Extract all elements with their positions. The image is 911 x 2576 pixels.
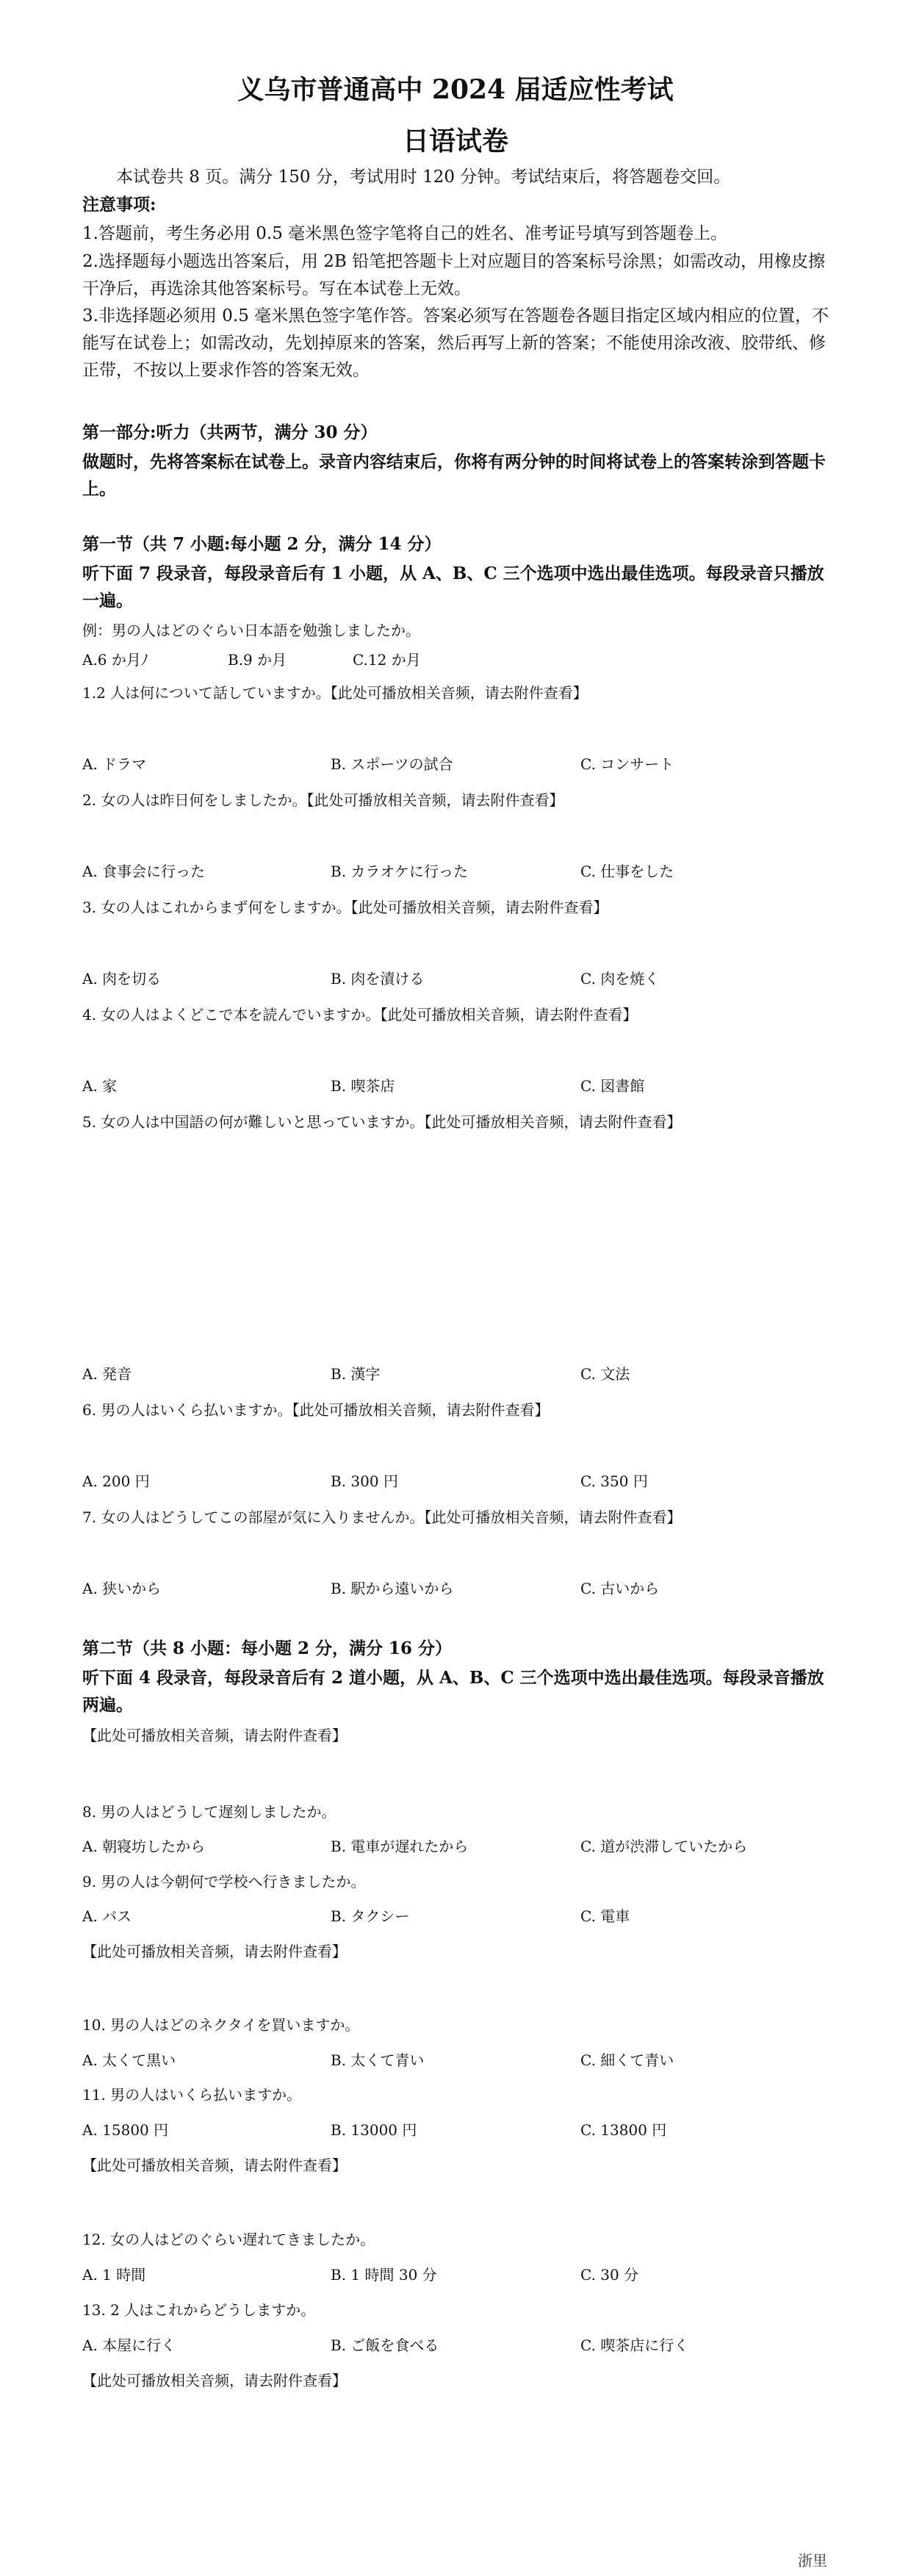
notice-heading: 注意事项:: [82, 195, 156, 215]
section2-instruction: 听下面 4 段录音，每段录音后有 2 道小题，从 A、B、C 三个选项中选出最佳选项。每段录音播放两遍。: [82, 1668, 824, 1715]
q4-option-c: C. 図書館: [580, 1077, 645, 1095]
exam-title: 义乌市普通高中 2024 届适应性考试: [237, 74, 674, 105]
q8-option-a: A. 朝寝坊したから: [82, 1838, 206, 1855]
audio-note-group-3: 【此处可播放相关音频，请去附件查看】: [82, 2156, 347, 2174]
q5-option-b: B. 漢字: [331, 1365, 381, 1383]
q2-option-a: A. 食事会に行った: [82, 863, 206, 880]
q2-option-b: B. カラオケに行った: [331, 863, 469, 880]
q7-option-c: C. 古いから: [580, 1580, 660, 1597]
q13-option-a: A. 本屋に行く: [82, 2336, 176, 2354]
question-4: 4. 女の人はよくどこで本を読んでいますか。【此处可播放相关音频，请去附件查看】: [82, 1006, 638, 1023]
q3-option-b: B. 肉を漬ける: [331, 970, 425, 987]
footer-corner-text: 浙里: [798, 2552, 827, 2569]
section2-heading: 第二节（共 8 小题：每小题 2 分，满分 16 分）: [82, 1638, 453, 1658]
q12-option-a: A. 1 時間: [82, 2266, 146, 2284]
q5-option-c: C. 文法: [580, 1365, 630, 1383]
q6-option-c: C. 350 円: [580, 1472, 648, 1490]
q10-option-c: C. 細くて青い: [580, 2051, 674, 2069]
part1-heading: 第一部分:听力（共两节，满分 30 分）: [82, 422, 378, 442]
question-12: 12. 女の人はどのぐらい遅れてきましたか。: [82, 2231, 375, 2248]
question-6: 6. 男の人はいくら払いますか。【此处可播放相关音频，请去附件查看】: [82, 1401, 550, 1419]
q9-option-a: A. バス: [82, 1907, 132, 1925]
q9-option-b: B. タクシー: [331, 1907, 410, 1925]
part1-instruction: 做题时，先将答案标在试卷上。录音内容结束后，你将有两分钟的时间将试卷上的答案转涂到答题卡上。: [82, 452, 826, 499]
q5-option-a: A. 発音: [82, 1365, 132, 1383]
q13-option-b: B. ご飯を食べる: [331, 2336, 439, 2354]
q7-option-b: B. 駅から遠いから: [331, 1580, 454, 1597]
audio-note-group-1: 【此处可播放相关音频，请去附件查看】: [82, 1727, 347, 1744]
q1-option-c: C. コンサート: [580, 755, 674, 773]
question-3: 3. 女の人はこれからまず何をしますか。【此处可播放相关音频，请去附件查看】: [82, 899, 608, 916]
question-2: 2. 女の人は昨日何をしましたか。【此处可播放相关音频，请去附件查看】: [82, 791, 564, 809]
q10-option-a: A. 太くて黒い: [82, 2051, 176, 2069]
q10-option-b: B. 太くて青い: [331, 2051, 425, 2069]
q11-option-c: C. 13800 円: [580, 2121, 667, 2139]
q6-option-a: A. 200 円: [82, 1472, 150, 1490]
q1-option-b: B. スポーツの試合: [331, 755, 453, 773]
example-option-c: C.12 か月: [353, 651, 421, 669]
q13-option-c: C. 喫茶店に行く: [580, 2336, 689, 2354]
exam-intro: 本试卷共 8 页。满分 150 分，考试用时 120 分钟。考试结束后，将答题卷交回。: [116, 168, 731, 187]
example-option-a: A.6 か月ﾉ: [82, 651, 148, 669]
question-1: 1.2 人は何について話していますか。【此处可播放相关音频，请去附件查看】: [82, 684, 588, 702]
q3-option-a: A. 肉を切る: [82, 970, 162, 987]
exam-subtitle: 日语试卷: [402, 126, 508, 156]
example-question: 例：男の人はどのぐらい日本語を勉強しましたか。: [82, 622, 420, 639]
q6-option-b: B. 300 円: [331, 1472, 398, 1490]
question-5: 5. 女の人は中国語の何が難しいと思っていますか。【此处可播放相关音频，请去附件查看】: [82, 1113, 682, 1131]
q12-option-c: C. 30 分: [580, 2266, 639, 2284]
q12-option-b: B. 1 時間 30 分: [331, 2266, 437, 2284]
audio-note-group-4: 【此处可播放相关音频，请去附件查看】: [82, 2372, 347, 2389]
q1-option-a: A. ドラマ: [82, 755, 147, 773]
q9-option-c: C. 電車: [580, 1907, 630, 1925]
section1-heading: 第一节（共 7 小题:每小题 2 分，满分 14 分）: [82, 534, 442, 554]
q11-option-a: A. 15800 円: [82, 2121, 169, 2139]
q4-option-a: A. 家: [82, 1077, 118, 1095]
notice-item-2: 2.选择题每小题选出答案后，用 2B 铅笔把答题卡上对应题目的答案标号涂黑；如需改动，用橡皮擦干净后，再选涂其他答案标号。写在本试卷上无效。: [82, 252, 826, 298]
q11-option-b: B. 13000 円: [331, 2121, 417, 2139]
q2-option-c: C. 仕事をした: [580, 863, 674, 880]
notice-item-3: 3.非选择题必须用 0.5 毫米黑色签字笔作答。答案必须写在答题卷各题目指定区域内相应的位置，不能写在试卷上；如需改动，先划掉原来的答案，然后再写上新的答案；不能使用涂改液、胶带纸、修正带，不按以上要求作答的答案无效。: [82, 306, 829, 380]
notice-item-1: 1.答题前，考生务必用 0.5 毫米黑色签字笔将自己的姓名、准考证号填写到答题卷上。: [82, 224, 728, 243]
question-11: 11. 男の人はいくら払いますか。: [82, 2086, 302, 2104]
q8-option-c: C. 道が渋滞していたから: [580, 1838, 748, 1855]
q4-option-b: B. 喫茶店: [331, 1077, 395, 1095]
question-13: 13. 2 人はこれからどうしますか。: [82, 2301, 316, 2319]
example-option-b: B.9 か月: [228, 651, 287, 669]
question-7: 7. 女の人はどうしてこの部屋が気に入りませんか。【此处可播放相关音频，请去附件查看】: [82, 1508, 682, 1526]
q8-option-b: B. 電車が遅れたから: [331, 1838, 469, 1855]
q7-option-a: A. 狭いから: [82, 1580, 162, 1597]
question-8: 8. 男の人はどうして遅刻しましたか。: [82, 1803, 336, 1821]
section1-instruction: 听下面 7 段录音，每段录音后有 1 小题，从 A、B、C 三个选项中选出最佳选项。每段录音只播放一遍。: [82, 564, 824, 611]
q3-option-c: C. 肉を焼く: [580, 970, 660, 987]
question-9: 9. 男の人は今朝何で学校へ行きましたか。: [82, 1873, 366, 1890]
question-10: 10. 男の人はどのネクタイを買いますか。: [82, 2016, 360, 2034]
audio-note-group-2: 【此处可播放相关音频，请去附件查看】: [82, 1943, 347, 1960]
